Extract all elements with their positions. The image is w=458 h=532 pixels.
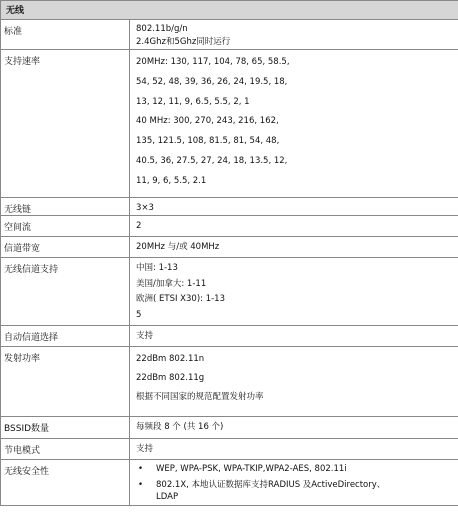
spec-row-auto-channel [1,326,458,347]
value-line: 支持 [136,444,154,454]
spec-value [130,347,458,417]
security-list [136,463,458,503]
value-line: 40.5, 36, 27.5, 27, 24, 18, 13.5, 12, [136,155,288,166]
value-line: 5 [136,309,142,320]
spec-value [130,417,458,439]
spec-label: 支持速率 [1,50,130,198]
value-line: 22dBm 802.11n [136,354,205,364]
spec-row-bssid [1,417,458,439]
spec-label: 标准 [1,20,130,50]
spec-label: 无线安全性 [1,460,130,506]
spec-row-standard [1,20,458,50]
spec-label: 无线信道支持 [1,258,130,326]
spec-row-tx-power [1,347,458,417]
spec-label: 节电模式 [1,439,130,460]
value-line: 2.4Ghz和5Ghz同时运行 [136,37,231,47]
value-line: 20MHz 与/或 40MHz [136,242,220,252]
spec-value [130,198,458,216]
value-line: 22dBm 802.11g [136,373,205,383]
value-line: 135, 121.5, 108, 81.5, 81, 54, 48, [136,136,280,147]
value-line: 20MHz: 130, 117, 104, 78, 65, 58.5, [136,57,290,67]
spec-value [130,50,458,198]
value-line: 40 MHz: 300, 270, 243, 216, 162, [136,116,279,127]
spec-row-security [1,460,458,506]
spec-row-power-save [1,439,458,460]
spec-row-channels [1,258,458,326]
spec-label: BSSID数量 [1,417,130,439]
spec-row-spatial-streams [1,216,458,237]
spec-row-channel-bandwidth [1,237,458,258]
bullet-icon: • [138,480,144,490]
value-line: 支持 [136,331,154,341]
value-line: 欧洲( ETSI X30): 1-13 [136,294,225,304]
section-title: 无线 [1,1,458,20]
value-line: 2 [136,221,142,231]
spec-label: 无线链 [1,198,130,216]
section-header-row [1,1,458,20]
value-line: 中国: 1-13 [136,263,178,273]
spec-value [130,460,458,506]
value-line: LDAP [156,492,179,502]
value-line: 802.1X, 本地认证数据库支持RADIUS 及ActiveDirectory、 [156,480,386,490]
list-item [136,479,458,503]
spec-row-rates [1,50,458,198]
value-line: 11, 9, 6, 5.5, 2.1 [136,175,207,186]
bullet-icon: • [138,464,144,474]
spec-label: 发射功率 [1,347,130,417]
spec-value [130,20,458,50]
value-line: 根据不同国家的规范配置发射功率 [136,392,264,402]
value-line: 13, 12, 11, 9, 6.5, 5.5, 2, 1 [136,96,250,107]
spec-value [130,326,458,347]
value-line: WEP, WPA-PSK, WPA-TKIP,WPA2-AES, 802.11i [156,464,347,474]
value-line: 每频段 8 个 (共 16 个) [136,422,224,432]
spec-label: 自动信道选择 [1,326,130,347]
value-line: 美国/加拿大: 1-11 [136,278,207,289]
spec-value [130,439,458,460]
value-line: 802.11b/g/n [136,24,188,34]
spec-value [130,216,458,237]
value-line: 3×3 [136,203,154,213]
spec-value [130,258,458,326]
spec-row-radio-chains [1,198,458,216]
spec-value [130,237,458,258]
spec-label: 信道带宽 [1,237,130,258]
value-line: 54, 52, 48, 39, 36, 26, 24, 19.5, 18, [136,76,288,87]
list-item [136,463,458,475]
spec-label: 空间流 [1,216,130,237]
